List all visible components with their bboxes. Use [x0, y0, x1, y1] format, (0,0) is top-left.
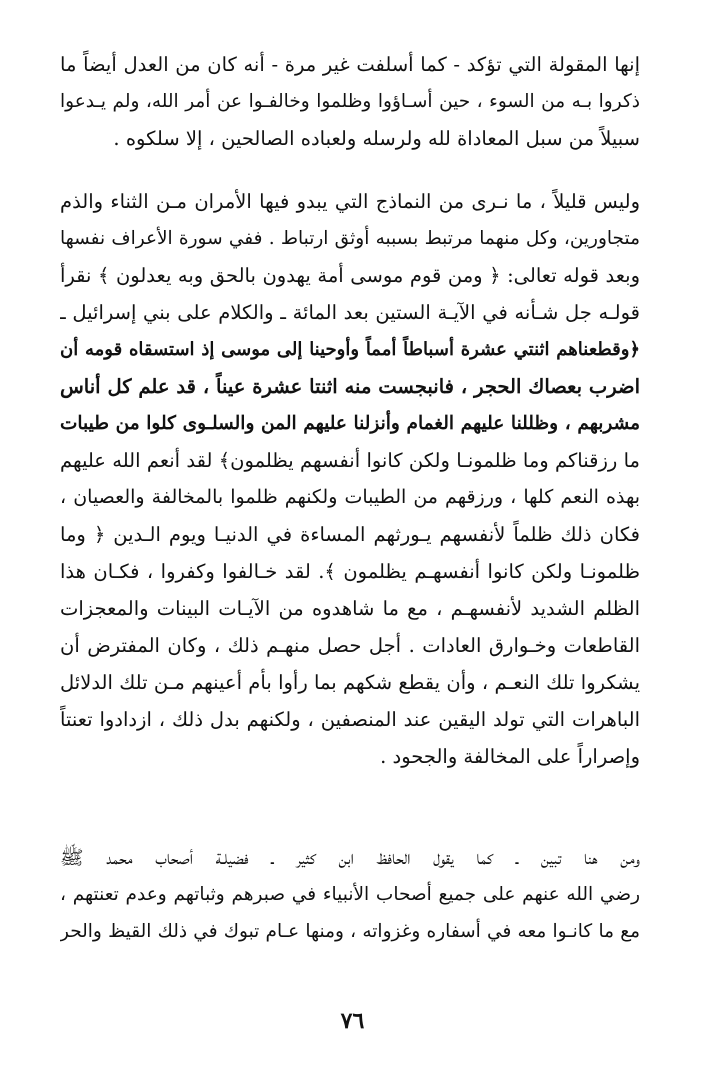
text-line: يشكروا تلك النعـم ، وأن يقطع شكهم بما رأوا بأم أعينهم مـن تلك الدلائل: [60, 671, 640, 694]
paragraph-2: [60, 183, 640, 775]
text-line: رضي الله عنهم على جميع أصحاب الأنبياء في صبرهم وثباتهم وعدم تعنتهم ،: [60, 884, 640, 905]
quran-verse-line: اضرب بعصاك الحجر ، فانبجست منه اثنتا عشرة عيناً ، قد علم كل أناس: [60, 375, 640, 398]
text-line: وبعد قوله تعالى: ﴿ ومن قوم موسى أمة يهدون بالحق وبه يعدلون ﴾ نقرأ: [60, 264, 640, 287]
text-line: ظلمونـا ولكن كانوا أنفسهـم يظلمون ﴾. لقد خـالفوا وكفروا ، فكـان هذا: [60, 560, 640, 583]
quran-verse-line: ﴿وقطعناهم اثنتي عشرة أسباطاً أمماً وأوحينا إلى موسى إذ استسقاه قومه أن: [60, 339, 640, 360]
text-line: إنها المقولة التي تؤكد - كما أسلفت غير مرة - أنه كان من العدل أيضاً ما: [60, 53, 640, 76]
text-line: قولـه جل شـأنه في الآيـة الستين بعد المائة ـ والكلام على بني إسرائيل ـ: [60, 301, 640, 324]
text-line: مع ما كانـوا معه في أسفاره وغزواته ، ومنها عـام تبوك في ذلك القيظ والحر: [60, 921, 640, 942]
page-number: ٧٦: [340, 1008, 365, 1034]
quran-verse-line: مشربهم ، وظللنا عليهم الغمام وأنزلنا عليهم المن والسلـوى كلوا من طيبات: [60, 413, 640, 434]
text-line: وليس قليلاً ، ما نـرى من النماذج التي يبدو فيها الأمران مـن الثناء والذم: [60, 190, 640, 213]
text-line: الباهرات التي تولد اليقين عند المنصفين ، ولكنهم بدل ذلك ، ازدادوا تعنتاً: [60, 708, 640, 731]
text-line: بهذه النعم كلها ، ورزقهم من الطيبات ولكنهم ظلموا بالمخالفة والعصيان ،: [60, 486, 640, 508]
text-line: ومن هنا تبين ـ كما يقول الحافظ ابن كثير ـ فضيلـة أصحاب محمد ﷺ: [60, 846, 640, 869]
paragraph-3: [60, 839, 640, 950]
text-line: متجاورين، وكل منهما مرتبط بسببه أوثق ارتباط . ففي سورة الأعراف نفسها: [60, 228, 640, 249]
text-line: وإصراراً على المخالفة والجحود .: [380, 745, 640, 768]
text-line: فكان ذلك ظلماً لأنفسهم يـورثهم المساءة في الدنيـا ويوم الـدين ﴿ وما: [60, 523, 640, 546]
text-line: سبيلاً من سبل المعاداة لله ولرسله ولعباده الصالحين ، إلا سلكوه .: [113, 127, 640, 150]
paragraph-1: [60, 46, 640, 157]
text-line: ذكروا بـه من السوء ، حين أسـاؤوا وظلموا وخالفـوا عن أمر الله، ولم يـدعوا: [60, 91, 640, 112]
text-line: القاطعات وخـوارق العادات . أجل حصل منهـم ذلك ، وكان المفترض أن: [60, 634, 640, 657]
text-line: ما رزقناكم وما ظلمونـا ولكن كانوا أنفسهم يظلمون﴾ لقد أنعم الله عليهم: [60, 449, 640, 472]
text-line: الظلم الشديد لأنفسهـم ، مع ما شاهدوه من الآيـات البينات والمعجزات: [60, 597, 640, 620]
